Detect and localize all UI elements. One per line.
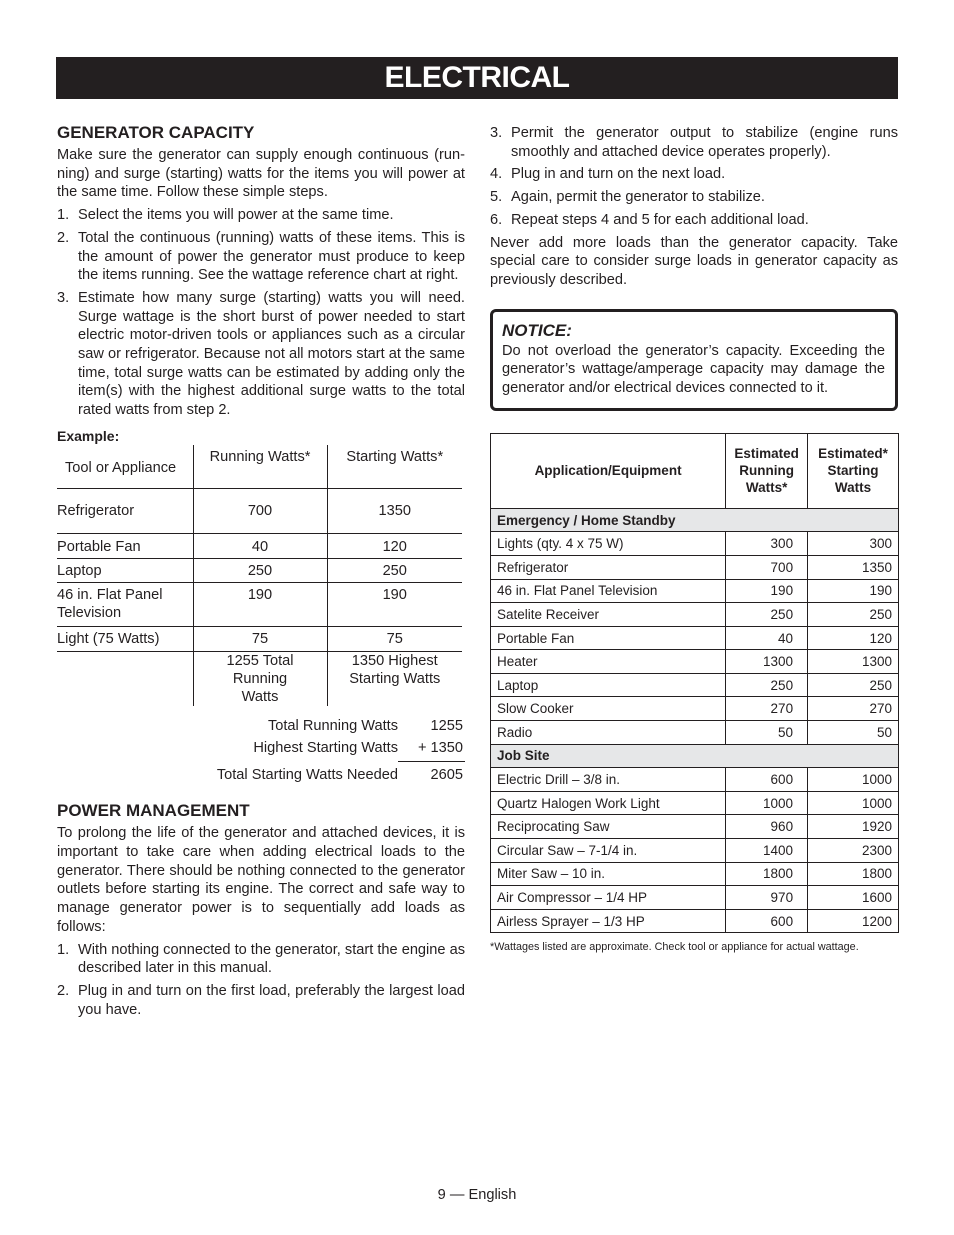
table-header-row: Application/Equipment Estimated Running Watts* Estimated* Starting Watts [491, 433, 899, 508]
wattage-reference-table [490, 433, 899, 934]
power-management-closing: Never add more loads than the generator capacity. Take special care to consider surge loads in generator capacity as previously described. [490, 234, 898, 288]
table-row: 46 in. Flat Panel Television 190 190 [57, 583, 462, 627]
list-item: 1. With nothing connected to the generator, start the engine as described later in this manual. [57, 941, 465, 977]
page-title: ELECTRICAL [384, 61, 570, 94]
notice-text: Do not overload the generator’s capacity. Exceeding the generator’s wattage/amperage capacity may damage the generator and/or electrical devices connected to it. [502, 342, 885, 397]
table-row: Slow Cooker 270 270 [491, 697, 899, 721]
list-item: 5. Again, permit the generator to stabilize. [490, 189, 765, 206]
table-row: 46 in. Flat Panel Television 190 190 [491, 579, 899, 603]
generator-capacity-intro: Make sure the generator can supply enough continuous (run-ning) and surge (starting) watts for the items you will power at the same time. Follow these simple steps. [57, 147, 465, 201]
list-item: 2. Total the continuous (running) watts of these items. This is the amount of power the generator must produce to keep the items running. See the wattage reference chart at right. [57, 229, 465, 284]
right-column [490, 122, 898, 953]
power-management-intro: To prolong the life of the generator and attached devices, it is important to take care when adding electrical loads to the generator. There should be nothing connected to the generator outlets before starting its engine. The correct and safe way to manage generator power is to sequentially add loads as follows: [57, 825, 465, 935]
power-management-heading: POWER MANAGEMENT [57, 801, 250, 821]
table-row: Satelite Receiver 250 250 [491, 603, 899, 627]
example-table [57, 445, 462, 707]
header-banner [56, 57, 898, 99]
list-item: 4. Plug in and turn on the next load. [490, 166, 726, 183]
table-section-row: Job Site [491, 744, 899, 768]
notice-box [490, 309, 898, 411]
list-item: 6. Repeat steps 4 and 5 for each additional load. [490, 211, 809, 228]
table-row: Air Compressor – 1/4 HP 970 1600 [491, 886, 899, 910]
table-row: Miter Saw – 10 in. 1800 1800 [491, 862, 899, 886]
table-row: Laptop 250 250 [57, 559, 462, 583]
watts-summary [57, 717, 465, 784]
table-row: Light (75 Watts) 75 75 [57, 627, 462, 652]
page-number: 9 — English [437, 1187, 517, 1203]
generator-capacity-heading: GENERATOR CAPACITY [57, 123, 255, 142]
summary-row: Total Running Watts 1255 [267, 718, 463, 735]
table-section-row: Emergency / Home Standby [491, 508, 899, 532]
table-row: Radio 50 50 [491, 721, 899, 745]
summary-row: Total Starting Watts Needed 2605 [216, 767, 463, 784]
table-row: Airless Sprayer – 1/3 HP 600 1200 [491, 909, 899, 933]
table-row: Reciprocating Saw 960 1920 [491, 815, 899, 839]
table-row: 1255 Total Running Watts 1350 Highest Starting Watts [57, 652, 462, 707]
power-steps-left [57, 941, 465, 1020]
table-row: Portable Fan 40 120 [491, 626, 899, 650]
wattage-footnote: *Wattages listed are approximate. Check tool or appliance for actual wattage. [490, 941, 859, 954]
table-row: Refrigerator 700 1350 [57, 489, 462, 534]
summary-row: Highest Starting Watts + 1350 [57, 739, 465, 762]
list-item: 2. Plug in and turn on the first load, preferably the largest load you have. [57, 982, 465, 1018]
example-label: Example: [57, 427, 120, 444]
table-row: Refrigerator 700 1350 [491, 555, 899, 579]
table-row: Quartz Halogen Work Light 1000 1000 [491, 791, 899, 815]
table-row: Portable Fan 40 120 [57, 534, 462, 559]
left-column [57, 122, 465, 1019]
power-steps-right [490, 124, 898, 230]
list-item: 1. Select the items you will power at the same time. [57, 207, 394, 224]
list-item: 3. Permit the generator output to stabilize (engine runs smoothly and attached device operates properly). [490, 125, 898, 160]
table-row: Laptop 250 250 [491, 673, 899, 697]
notice-title: NOTICE: [502, 320, 572, 340]
capacity-steps [57, 206, 465, 420]
table-row: Electric Drill – 3/8 in. 600 1000 [491, 768, 899, 792]
table-row: Circular Saw – 7-1/4 in. 1400 2300 [491, 839, 899, 863]
list-item: 3. Estimate how many surge (starting) watts you will need. Surge wattage is the short burst of power needed to start electric motor-driven tools or appliances such as a circular saw or refrigerator. Because not all motors start at the same time, total surge watts can be estimated by adding only the item(s) with the highest additional surge watts to the total rated watts from step 2. [57, 289, 465, 419]
table-row: Lights (qty. 4 x 75 W) 300 300 [491, 532, 899, 556]
table-row: Heater 1300 1300 [491, 650, 899, 674]
table-header-row: Tool or Appliance Running Watts* Starting Watts* [57, 445, 462, 489]
